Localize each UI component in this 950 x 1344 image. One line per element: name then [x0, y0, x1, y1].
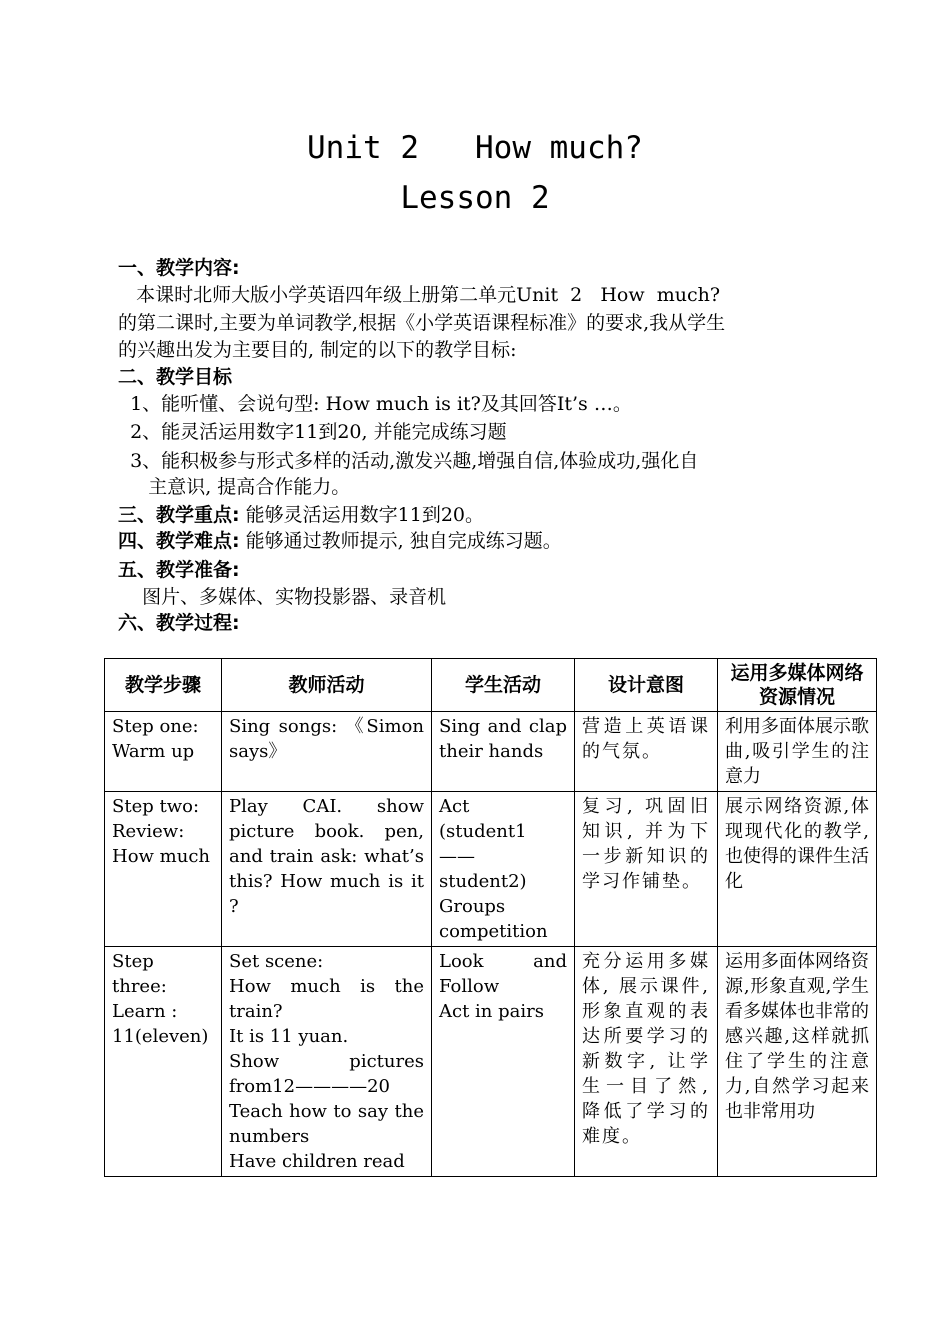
goal-item: 3、能积极参与形式多样的活动,激发兴趣,增强自信,体验成功,强化自	[118, 450, 699, 472]
section-key-points-heading: 三、教学重点:	[118, 504, 240, 526]
table-row	[105, 792, 877, 947]
section-process-heading: 六、教学过程:	[118, 612, 240, 634]
goal-item: 2、能灵活运用数字11到20, 并能完成练习题	[118, 421, 507, 443]
header-design-intent: 设计意图	[575, 659, 718, 712]
cell-intent: 营造上英语课的气氛。	[575, 712, 718, 792]
cell-media: 运用多面体网络资源,形象直观,学生看多媒体也非常的感兴趣,这样就抓住了学生的注意力,自然学习起来也非常用功	[718, 947, 877, 1177]
section-key-points-body: 能够灵活运用数字11到20。	[239, 504, 485, 526]
cell-intent: 充分运用多媒体, 展示课件, 形象直观的表达所要学习的新数字, 让学生一目了然, 降低了学习的难度。	[575, 947, 718, 1177]
section-preparation-body: 图片、多媒体、实物投影器、录音机	[118, 586, 447, 608]
table-header-row	[105, 659, 877, 712]
section-content-heading: 一、教学内容:	[118, 257, 240, 279]
cell-media: 展示网络资源,体现现代化的教学,也使得的课件生活化	[718, 792, 877, 947]
cell-step: Step three: Learn : 11(eleven)	[105, 947, 222, 1177]
teaching-process-table	[104, 658, 877, 1177]
table-row	[105, 712, 877, 792]
section-content-line: 的兴趣出发为主要目的, 制定的以下的教学目标:	[118, 339, 517, 361]
cell-student: Look and Follow Act in pairs	[432, 947, 575, 1177]
cell-teacher: Sing songs: 《Simon says》	[222, 712, 432, 792]
cell-student: Act (student1 —— student2) Groups competition	[432, 792, 575, 947]
section-preparation-heading: 五、教学准备:	[118, 559, 240, 581]
section-difficulties-heading: 四、教学难点:	[118, 530, 240, 552]
table-row	[105, 947, 877, 1177]
cell-media: 利用多面体展示歌曲,吸引学生的注意力	[718, 712, 877, 792]
section-difficulties-body: 能够通过教师提示, 独自完成练习题。	[239, 530, 562, 552]
goal-item-continued: 主意识, 提高合作能力。	[118, 476, 351, 498]
header-step: 教学步骤	[105, 659, 222, 712]
document-title: Unit 2 How much?	[307, 130, 643, 166]
document-subtitle: Lesson 2	[400, 180, 550, 216]
header-media-usage: 运用多媒体网络资源情况	[718, 659, 877, 712]
cell-student: Sing and clap their hands	[432, 712, 575, 792]
header-student-activity: 学生活动	[432, 659, 575, 712]
section-difficulties	[118, 528, 562, 554]
section-key-points	[118, 502, 484, 528]
cell-teacher: Play CAI. show picture book. pen, and train ask: what’s this? How much is it ?	[222, 792, 432, 947]
cell-step: Step two: Review: How much	[105, 792, 222, 947]
cell-intent: 复习, 巩固旧知识, 并为下一步新知识的学习作铺垫。	[575, 792, 718, 947]
cell-step: Step one: Warm up	[105, 712, 222, 792]
section-content-line: 的第二课时,主要为单词教学,根据《小学英语课程标准》的要求,我从学生	[118, 312, 726, 334]
section-goals-heading: 二、教学目标	[118, 366, 233, 388]
header-teacher-activity: 教师活动	[222, 659, 432, 712]
goal-item: 1、能听懂、会说句型: How much is it?及其回答It’s …。	[118, 393, 632, 415]
section-content-line: 本课时北师大版小学英语四年级上册第二单元Unit 2 How much?	[118, 284, 721, 306]
cell-teacher: Set scene: How much is the train? It is 11 yuan. Show pictures from12————20 Teach how to say the numbers Have children read	[222, 947, 432, 1177]
